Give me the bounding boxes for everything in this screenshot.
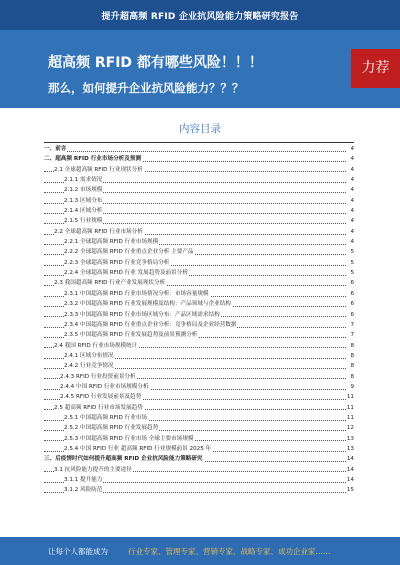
toc-entry[interactable] [44, 175, 354, 185]
toc-entry-page: 15 [346, 485, 354, 495]
toc-entry-page: 13 [346, 444, 354, 454]
toc-entry-text: 2.4.2 行业竞争情况 [64, 361, 115, 371]
toc-entry-text: 2.4.4 中国 RFID 行业市场规模分析 [60, 382, 150, 392]
toc-entry-text: 2.3.3 中国超高频 RFID 行业市场区域分布：产品区域需求结构 [64, 310, 221, 320]
toc-entry[interactable] [44, 310, 354, 320]
toc-entry[interactable] [44, 423, 354, 433]
toc-entry-text: 2.4 我国 RFID 行业市场规模统计 [54, 341, 138, 351]
toc-entry-text: 2.3.2 中国超高频 RFID 行业发展规模及结构：产品领域与企业结构 [64, 299, 232, 309]
toc-entry-page: 11 [346, 392, 354, 402]
toc-entry-page: 4 [349, 154, 354, 164]
toc-entry-text: 2.1.2 市场规模 [64, 185, 103, 195]
toc-entry-text: 2.1.4 区域分析 [64, 206, 103, 216]
toc-entry[interactable] [44, 268, 354, 278]
toc-entry-text: 2.3.5 中国超高频 RFID 行业发展趋势及前景预测分析 [64, 330, 198, 340]
toc-entry[interactable] [44, 320, 354, 330]
toc-entry[interactable] [44, 216, 354, 226]
toc-entry-page: 6 [349, 310, 354, 320]
toc-entry[interactable] [44, 382, 354, 392]
toc-entry-page: 5 [349, 258, 354, 268]
toc-entry-page: 8 [349, 361, 354, 371]
toc-entry-text: 2.2 全球超高频 RFID 行业市场分析 [54, 227, 144, 237]
toc-entry-text: 2.1.5 行业规模 [64, 216, 103, 226]
toc-entry-text: 二、超高频 RFID 行业市场分析及预测 [44, 154, 142, 164]
toc-entry-text: 2.5.1 中国超高频 RFID 行业市场 [64, 413, 148, 423]
toc-entry[interactable] [44, 206, 354, 216]
footer-banner [0, 537, 400, 565]
toc-entry-page: 4 [349, 206, 354, 216]
toc-entry-page: 4 [349, 196, 354, 206]
toc-entry-page: 4 [349, 175, 354, 185]
toc-entry[interactable] [44, 154, 354, 164]
toc-entry-page: 7 [349, 330, 354, 340]
toc-entry-text: 2.5.4 中国 RFID 行业 超高频 RFID 行业规模前景 2025 年 [64, 444, 212, 454]
toc-entry-page: 7 [349, 320, 354, 330]
recommend-badge: 力荐 [351, 49, 400, 88]
toc-entry[interactable] [44, 465, 354, 475]
toc-entry-text: 2.3 我国超高频 RFID 行业产业发展现状分析 [54, 278, 166, 288]
toc-entry-text: 2.1 全球超高频 RFID 行业现状分析 [54, 165, 144, 175]
toc-entry[interactable] [44, 289, 354, 299]
toc-entry-page: 13 [346, 434, 354, 444]
toc-entry[interactable] [44, 392, 354, 402]
toc-entry[interactable] [44, 237, 354, 247]
toc-entry[interactable] [44, 403, 354, 413]
toc-entry[interactable] [44, 485, 354, 495]
toc-entry-page: 12 [346, 423, 354, 433]
hero-banner [0, 30, 400, 108]
toc-entry-text: 2.5.3 中国超高频 RFID 行业市场 全球主要市场规模 [64, 434, 195, 444]
toc-entry-text: 一、前言 [44, 144, 67, 154]
toc-entry-page: 4 [349, 144, 354, 154]
hero-subheadline: 那么，如何提升企业抗风险能力？？？ [48, 81, 244, 95]
toc-entry[interactable] [44, 258, 354, 268]
toc-entry-page: 14 [346, 475, 354, 485]
toc-entry-page: 4 [349, 185, 354, 195]
toc-entry-text: 2.2.3 全球超高频 RFID 行业竞争格局分析 [64, 258, 170, 268]
toc-entry[interactable] [44, 372, 354, 382]
toc-entry-page: 4 [349, 227, 354, 237]
toc-entry-page: 9 [349, 382, 354, 392]
top-banner [0, 0, 400, 30]
toc-entry[interactable] [44, 227, 354, 237]
toc-entry-text: 2.4.1 区域分布情况 [64, 351, 115, 361]
toc-entry-page: 5 [349, 247, 354, 257]
toc-entry-text: 2.1.1 需求情况 [64, 175, 103, 185]
toc-entry-page: 5 [349, 268, 354, 278]
toc-entry-page: 8 [349, 372, 354, 382]
table-of-contents [44, 144, 354, 496]
footer-slogan: 让每个人都能成为 [48, 547, 108, 556]
toc-entry[interactable] [44, 413, 354, 423]
toc-entry[interactable] [44, 278, 354, 288]
toc-entry-text: 2.1.3 区域分布 [64, 196, 103, 206]
toc-entry-text: 2.3.4 中国超高频 RFID 行业重点企业分析：竞争格局及企业经营数据 [64, 320, 237, 330]
footer-roles: 行业专家、管理专家、营销专家、战略专家、成功企业家…… [128, 547, 331, 556]
report-title: 提升超高频 RFID 企业抗风险能力策略研究报告 [101, 12, 299, 22]
toc-entry-page: 4 [349, 216, 354, 226]
toc-entry-text: 3.1.1 提升能力 [64, 475, 103, 485]
toc-entry[interactable] [44, 165, 354, 175]
toc-entry[interactable] [44, 444, 354, 454]
toc-entry-text: 2.4.3 RFID 行业投资前景分析 [60, 372, 137, 382]
toc-entry[interactable] [44, 434, 354, 444]
toc-heading: 内容目录 [179, 123, 221, 135]
toc-entry-text: 2.5 超高频 RFID 行业市场发展趋势 [54, 403, 144, 413]
toc-entry-text: 2.2.4 全球超高频 RFID 行业 发展趋势及前景分析 [64, 268, 189, 278]
toc-entry-page: 11 [346, 403, 354, 413]
toc-entry-page: 8 [349, 341, 354, 351]
toc-entry-text: 2.2.2 全球超高频 RFID 行业重点企业分析 主要产品 [64, 247, 195, 257]
toc-entry-text: 三、后疫情时代如何提升超高频 RFID 企业抗风险能力策略研究 [44, 454, 204, 464]
toc-entry[interactable] [44, 351, 354, 361]
toc-entry-text: 2.2.1 全球超高频 RFID 行业市场规模 [64, 237, 159, 247]
toc-entry-page: 14 [346, 454, 354, 464]
toc-entry-page: 8 [349, 351, 354, 361]
toc-entry[interactable] [44, 144, 354, 154]
toc-entry-page: 6 [349, 289, 354, 299]
toc-entry[interactable] [44, 185, 354, 195]
toc-entry-text: 2.4.5 RFID 行业发展前景及趋势 [60, 392, 142, 402]
toc-entry[interactable] [44, 247, 354, 257]
toc-entry[interactable] [44, 330, 354, 340]
toc-entry[interactable] [44, 361, 354, 371]
toc-entry-page: 14 [346, 465, 354, 475]
toc-entry-page: 4 [349, 165, 354, 175]
toc-entry-page: 6 [349, 299, 354, 309]
toc-entry-text: 3.1 抗风险能力提升的主要途径 [54, 465, 133, 475]
toc-entry-text: 2.5.2 中国超高频 RFID 行业发展趋势 [64, 423, 159, 433]
toc-entry-text: 2.3.1 中国超高频 RFID 行业市场情况分析：市场容量规模 [64, 289, 210, 299]
toc-entry-text: 3.1.2 风险防范 [64, 485, 103, 495]
toc-entry[interactable] [44, 341, 354, 351]
toc-entry[interactable] [44, 196, 354, 206]
toc-entry-page: 11 [346, 413, 354, 423]
toc-entry[interactable] [44, 454, 354, 464]
toc-leader-dots [44, 151, 346, 152]
toc-entry-page: 6 [349, 278, 354, 288]
toc-top-rule [44, 142, 354, 143]
hero-headline: 超高频 RFID 都有哪些风险！！！ [48, 55, 263, 71]
toc-entry[interactable] [44, 299, 354, 309]
toc-entry[interactable] [44, 475, 354, 485]
toc-entry-page: 4 [349, 237, 354, 247]
